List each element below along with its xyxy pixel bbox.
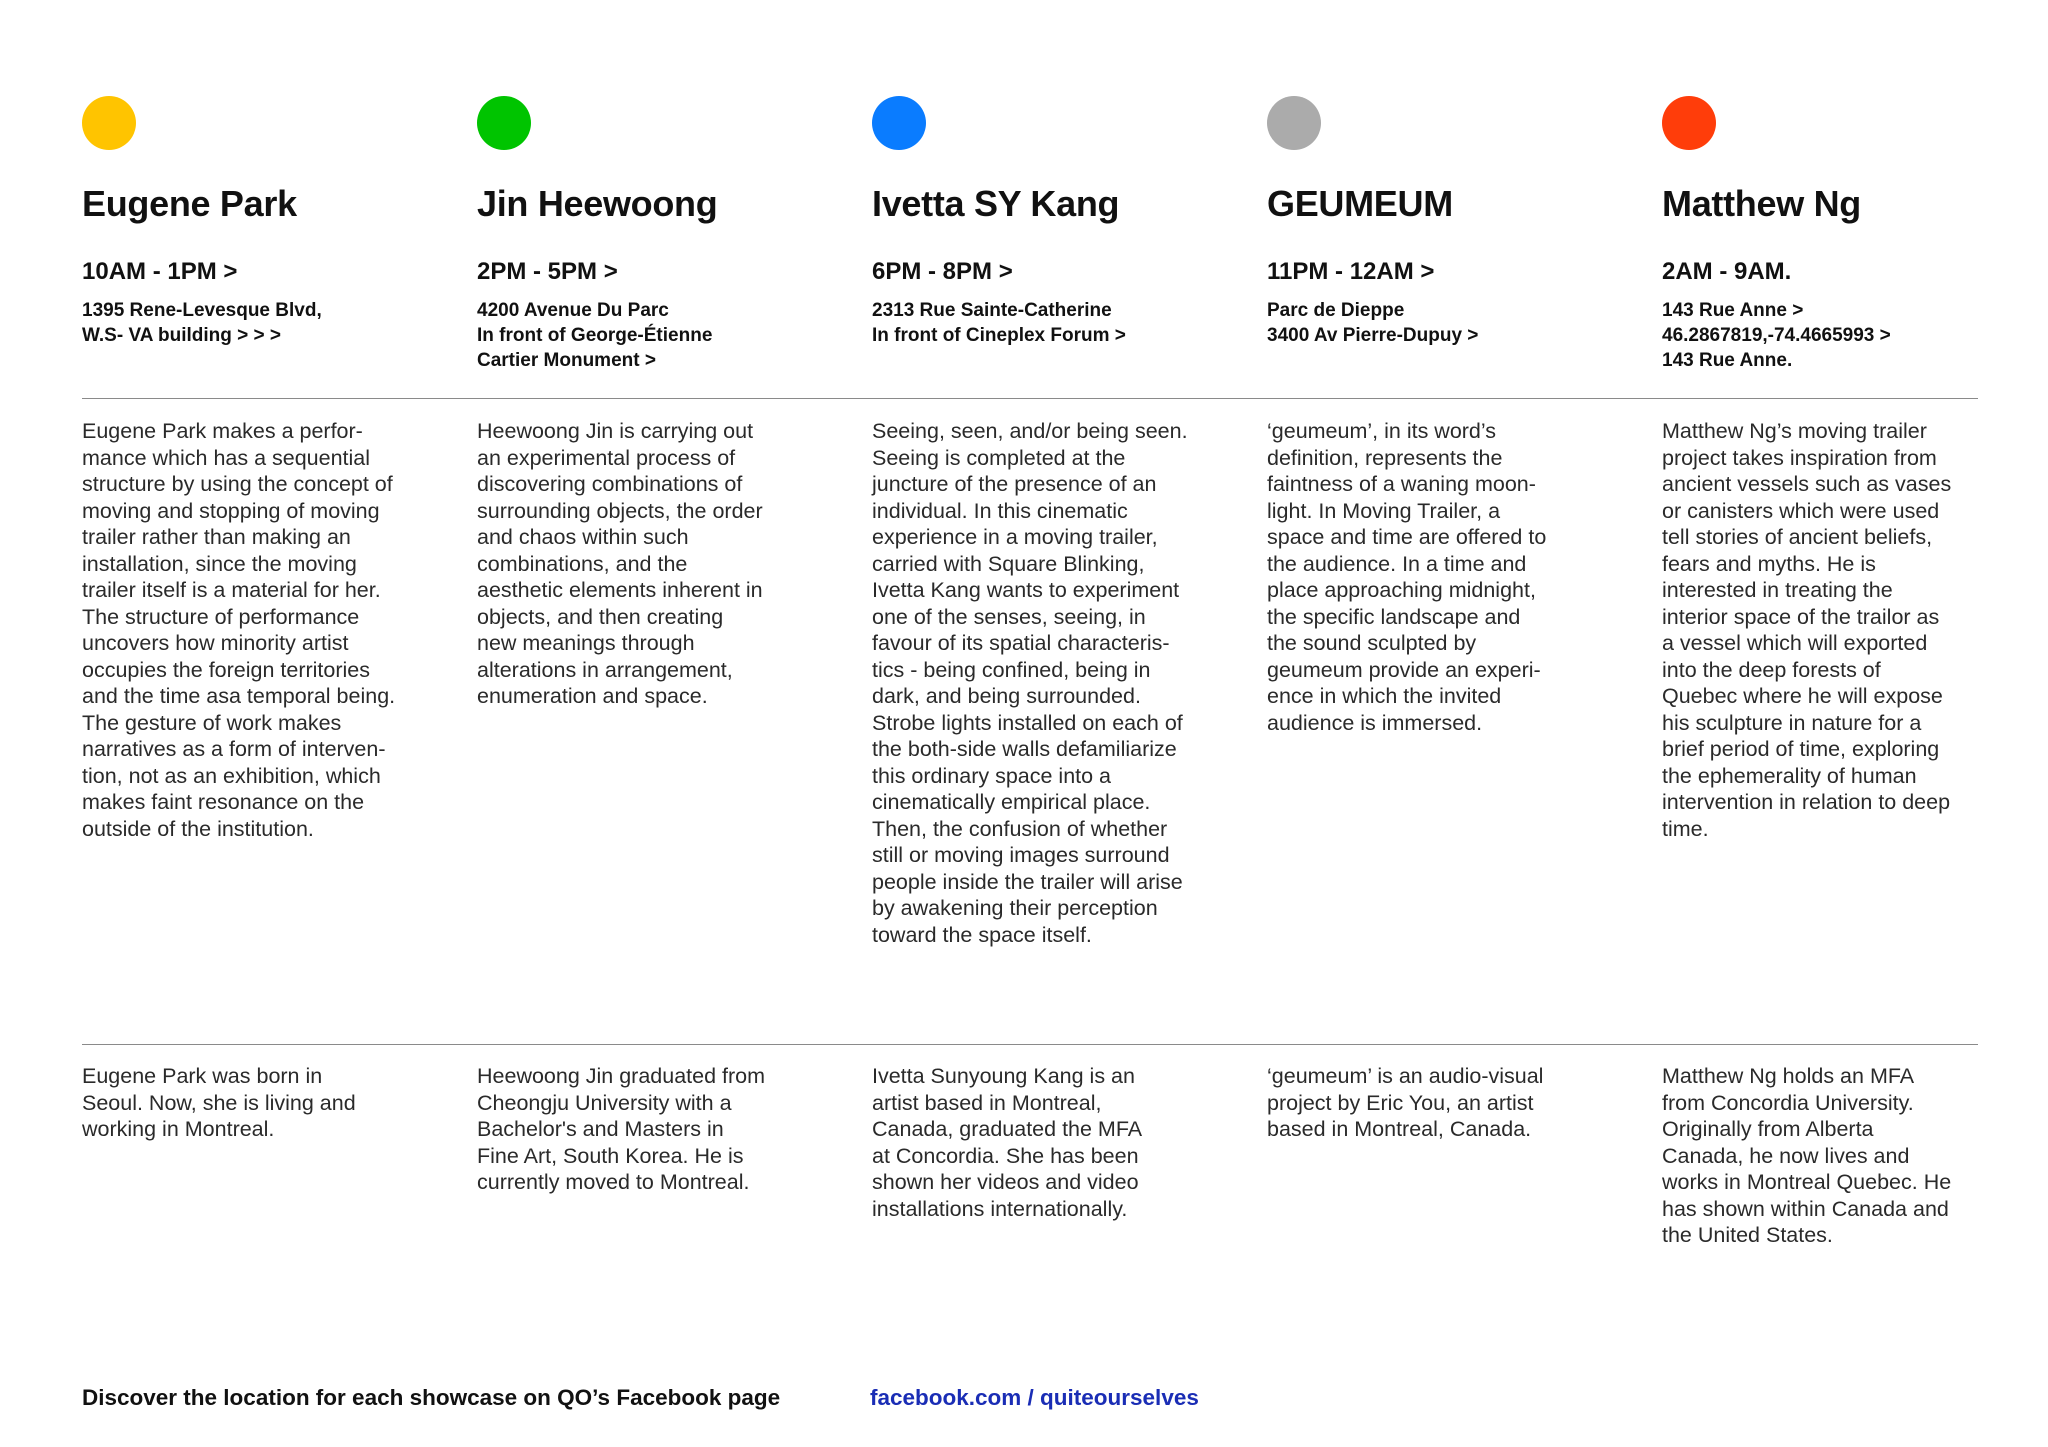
address-line: 3400 Av Pierre-Dupuy > xyxy=(1267,325,1479,346)
bio-line: Cheongju University with a xyxy=(477,1090,732,1115)
color-dot xyxy=(1662,96,1716,150)
description-line: faintness of a waning moon- xyxy=(1267,472,1536,496)
description-line: makes faint resonance on the xyxy=(82,790,365,814)
bio-line: Seoul. Now, she is living and xyxy=(82,1090,356,1115)
description-line: interior space of the trailor as xyxy=(1662,604,1940,629)
bio-line: installations internationally. xyxy=(872,1196,1128,1221)
showtime[interactable]: 2AM - 9AM. xyxy=(1662,258,1792,285)
artist-bio xyxy=(1662,1063,1997,1249)
address-line: 143 Rue Anne. xyxy=(1662,350,1793,371)
description-line: dark, and being surrounded. xyxy=(872,684,1141,708)
address-line: In front of George-Étienne xyxy=(477,325,713,346)
description-line: structure by using the concept of xyxy=(82,472,393,496)
description-line: individual. In this cinematic xyxy=(872,498,1128,523)
bio-line: based in Montreal, Canada. xyxy=(1267,1117,1532,1141)
description-line: new meanings through xyxy=(477,631,695,655)
description-line: interested in treating the xyxy=(1662,578,1893,602)
artist-name: Jin Heewoong xyxy=(477,183,718,224)
bio-line: Matthew Ng holds an MFA xyxy=(1662,1064,1915,1088)
description-line: place approaching midnight, xyxy=(1267,578,1536,602)
description-line: occupies the foreign territories xyxy=(82,657,371,682)
bio-line: has shown within Canada and xyxy=(1662,1196,1949,1221)
description-line: Eugene Park makes a perfor- xyxy=(82,419,363,443)
bio-line: ‘geumeum’ is an audio-visual xyxy=(1267,1064,1544,1088)
description-line: trailer itself is a material for her. xyxy=(82,578,381,602)
project-description xyxy=(1267,418,1602,736)
showtime[interactable]: 6PM - 8PM > xyxy=(872,258,1013,285)
description-line: tics - being confined, being in xyxy=(872,657,1151,682)
address-line: 2313 Rue Sainte-Catherine xyxy=(872,300,1112,321)
divider-bottom xyxy=(82,1044,1978,1045)
project-description xyxy=(872,418,1207,948)
description-line: Seeing is completed at the xyxy=(872,445,1126,470)
description-line: this ordinary space into a xyxy=(872,763,1112,788)
address-line: 143 Rue Anne > xyxy=(1662,300,1804,321)
description-line: combinations, and the xyxy=(477,551,688,576)
address xyxy=(1662,298,1891,373)
address-line: In front of Cineplex Forum > xyxy=(872,325,1126,346)
artist-bio xyxy=(82,1063,417,1143)
bio-line: the United States. xyxy=(1662,1223,1833,1247)
description-line: a vessel which will exported xyxy=(1662,631,1928,655)
description-line: Heewoong Jin is carrying out xyxy=(477,419,754,443)
description-line: cinematically empirical place. xyxy=(872,790,1151,814)
description-line: into the deep forests of xyxy=(1662,657,1881,682)
description-line: project takes inspiration from xyxy=(1662,445,1937,470)
description-line: mance which has a sequential xyxy=(82,445,371,470)
address xyxy=(1267,298,1478,348)
color-dot xyxy=(82,96,136,150)
artist-name: GEUMEUM xyxy=(1267,183,1453,224)
bio-line: at Concordia. She has been xyxy=(872,1143,1139,1168)
description-line: the audience. In a time and xyxy=(1267,551,1527,576)
bio-line: working in Montreal. xyxy=(82,1117,275,1141)
project-description xyxy=(82,418,417,842)
description-line: Strobe lights installed on each of xyxy=(872,710,1183,735)
address-line: W.S- VA building > > > xyxy=(82,325,281,346)
address xyxy=(82,298,322,348)
description-line: moving and stopping of moving xyxy=(82,498,380,523)
artist-bio xyxy=(872,1063,1207,1222)
artist-bio xyxy=(1267,1063,1602,1143)
address-line: 1395 Rene-Levesque Blvd, xyxy=(82,300,322,321)
description-line: outside of the institution. xyxy=(82,816,314,841)
color-dot xyxy=(872,96,926,150)
description-line: definition, represents the xyxy=(1267,445,1503,470)
bio-line: Originally from Alberta xyxy=(1662,1117,1874,1141)
description-line: ‘geumeum’, in its word’s xyxy=(1267,419,1497,443)
bio-line: from Concordia University. xyxy=(1662,1090,1914,1115)
description-line: one of the senses, seeing, in xyxy=(872,604,1146,629)
bio-line: Bachelor's and Masters in xyxy=(477,1117,724,1141)
bio-line: currently moved to Montreal. xyxy=(477,1170,750,1194)
bio-line: Fine Art, South Korea. He is xyxy=(477,1143,744,1168)
bio-line: works in Montreal Quebec. He xyxy=(1662,1170,1952,1194)
description-line: audience is immersed. xyxy=(1267,710,1483,735)
artist-name: Ivetta SY Kang xyxy=(872,183,1120,224)
project-description xyxy=(477,418,812,710)
description-line: tell stories of ancient beliefs, xyxy=(1662,525,1933,549)
description-line: and the time asa temporal being. xyxy=(82,684,396,708)
description-line: the ephemerality of human xyxy=(1662,763,1917,788)
description-line: Matthew Ng’s moving trailer xyxy=(1662,419,1927,443)
description-line: uncovers how minority artist xyxy=(82,631,349,655)
description-line: time. xyxy=(1662,816,1709,841)
address xyxy=(477,298,712,373)
description-line: trailer rather than making an xyxy=(82,525,351,549)
description-line: The structure of performance xyxy=(82,604,360,629)
description-line: The gesture of work makes xyxy=(82,710,342,735)
description-line: the sound sculpted by xyxy=(1267,631,1477,655)
description-line: geumeum provide an experi- xyxy=(1267,657,1541,682)
description-line: or canisters which were used xyxy=(1662,498,1940,523)
description-line: still or moving images surround xyxy=(872,843,1170,867)
color-dot xyxy=(1267,96,1321,150)
description-line: Ivetta Kang wants to experiment xyxy=(872,578,1180,602)
description-line: fears and myths. He is xyxy=(1662,551,1876,576)
artist-name: Matthew Ng xyxy=(1662,183,1861,224)
description-line: ence in which the invited xyxy=(1267,684,1502,708)
description-line: Seeing, seen, and/or being seen. xyxy=(872,419,1188,443)
description-line: installation, since the moving xyxy=(82,551,357,576)
address-line: Cartier Monument > xyxy=(477,350,656,371)
description-line: the both-side walls defamiliarize xyxy=(872,737,1177,761)
description-line: toward the space itself. xyxy=(872,922,1092,947)
description-line: alterations in arrangement, xyxy=(477,657,733,682)
bio-line: Ivetta Sunyoung Kang is an xyxy=(872,1064,1135,1088)
address-line: Parc de Dieppe xyxy=(1267,300,1405,321)
address-line: 46.2867819,-74.4665993 > xyxy=(1662,325,1891,346)
artist-name: Eugene Park xyxy=(82,183,297,224)
description-line: juncture of the presence of an xyxy=(872,472,1157,496)
description-line: and chaos within such xyxy=(477,525,689,549)
description-line: by awakening their perception xyxy=(872,896,1158,920)
showtime[interactable]: 2PM - 5PM > xyxy=(477,258,618,285)
description-line: aesthetic elements inherent in xyxy=(477,578,763,602)
description-line: Then, the confusion of whether xyxy=(872,816,1168,841)
footer-text: Discover the location for each showcase on QO’s Facebook page xyxy=(82,1385,781,1410)
description-line: Quebec where he will expose xyxy=(1662,684,1943,708)
artist-bio xyxy=(477,1063,812,1196)
description-line: brief period of time, exploring xyxy=(1662,737,1940,761)
facebook-link[interactable]: facebook.com / quiteourselves xyxy=(870,1385,1199,1410)
bio-line: shown her videos and video xyxy=(872,1170,1139,1194)
bio-line: artist based in Montreal, xyxy=(872,1090,1102,1115)
description-line: space and time are offered to xyxy=(1267,525,1547,549)
description-line: surrounding objects, the order xyxy=(477,498,763,523)
project-description xyxy=(1662,418,1997,842)
bio-line: Heewoong Jin graduated from xyxy=(477,1064,766,1088)
description-line: tion, not as an exhibition, which xyxy=(82,763,381,788)
description-line: the specific landscape and xyxy=(1267,604,1521,629)
showtime[interactable]: 11PM - 12AM > xyxy=(1267,258,1435,285)
description-line: intervention in relation to deep xyxy=(1662,790,1951,814)
address-line: 4200 Avenue Du Parc xyxy=(477,300,669,321)
divider-top xyxy=(82,398,1978,399)
description-line: experience in a moving trailer, xyxy=(872,525,1158,549)
description-line: discovering combinations of xyxy=(477,472,743,496)
bio-line: project by Eric You, an artist xyxy=(1267,1090,1534,1115)
description-line: people inside the trailer will arise xyxy=(872,869,1183,894)
description-line: favour of its spatial characteris- xyxy=(872,631,1170,655)
description-line: carried with Square Blinking, xyxy=(872,551,1145,576)
bio-line: Canada, graduated the MFA xyxy=(872,1117,1143,1141)
bio-line: Eugene Park was born in xyxy=(82,1064,323,1088)
description-line: his sculpture in nature for a xyxy=(1662,710,1922,735)
showtime[interactable]: 10AM - 1PM > xyxy=(82,258,238,285)
description-line: enumeration and space. xyxy=(477,684,708,708)
description-line: narratives as a form of interven- xyxy=(82,737,386,761)
address xyxy=(872,298,1126,348)
description-line: ancient vessels such as vases xyxy=(1662,472,1952,496)
description-line: objects, and then creating xyxy=(477,604,724,629)
color-dot xyxy=(477,96,531,150)
bio-line: Canada, he now lives and xyxy=(1662,1143,1910,1168)
description-line: an experimental process of xyxy=(477,445,736,470)
description-line: light. In Moving Trailer, a xyxy=(1267,498,1501,523)
